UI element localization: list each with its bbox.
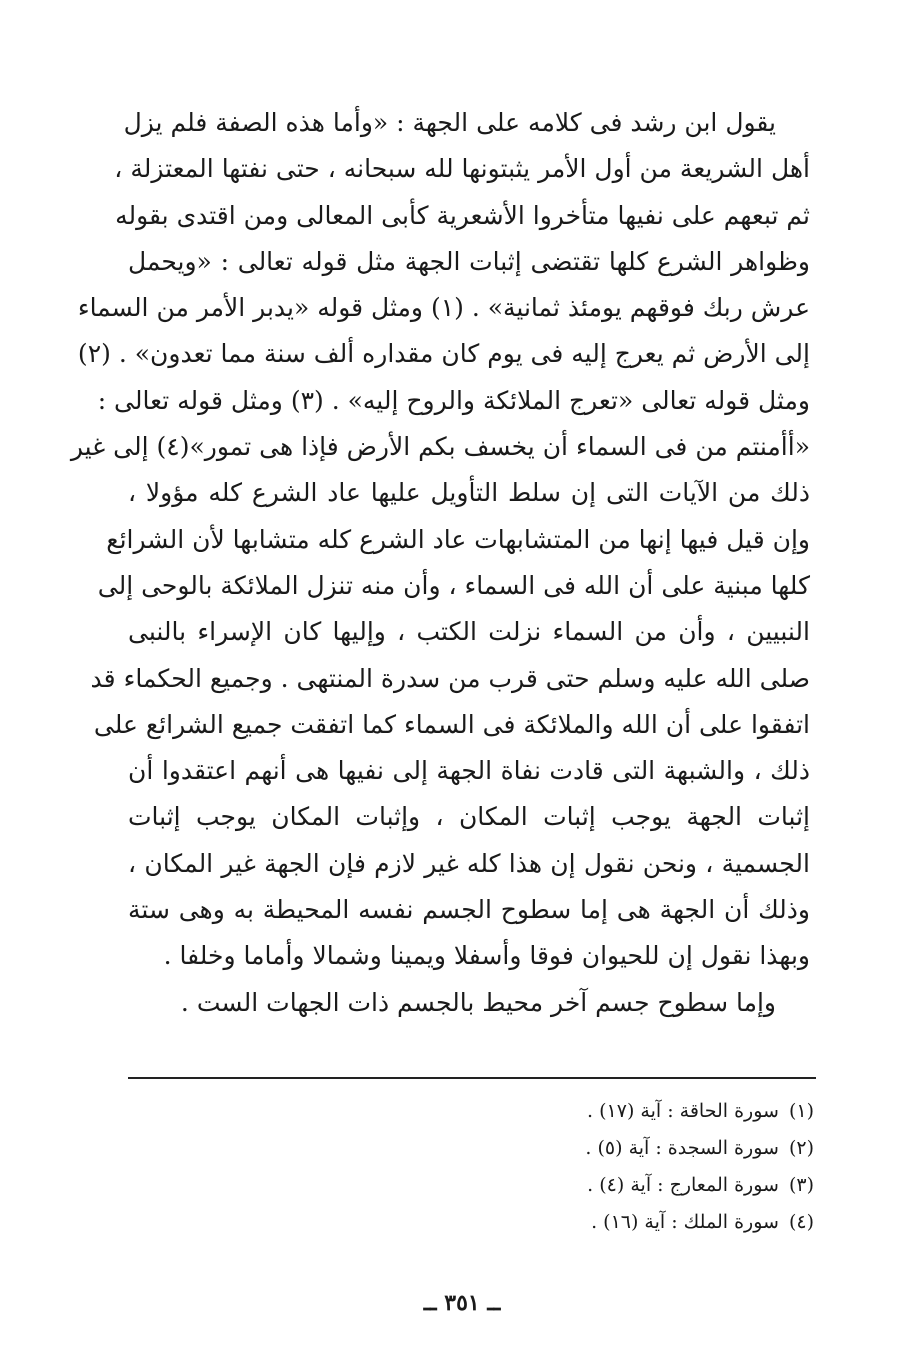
footnote-number: (٤) [788,1211,814,1233]
footnote-divider [128,1077,816,1079]
text-line: صلى الله عليه وسلم حتى قرب من سدرة المنتهى . وجميع الحكماء قد [90,663,810,693]
text-line: ذلك ، والشبهة التى قادت نفاة الجهة إلى نفيها هى أنهم اعتقدوا أن [128,756,810,786]
text-line: وذلك أن الجهة هى إما سطوح الجسم نفسه المحيطة به وهى ستة [128,895,810,925]
text-line: «أأمنتم من فى السماء أن يخسف بكم الأرض فإذا هى تمور»(٤) إلى غير [70,432,810,462]
text-line: كلها مبنية على أن الله فى السماء ، وأن منه تنزل الملائكة بالوحى إلى [97,570,810,600]
footnote-item [314,1093,814,1130]
text-line: ذلك من الآيات التى إن سلط التأويل عليها عاد الشرع كله مؤولا ، [128,478,810,508]
text-line: النبيين ، وأن من السماء نزلت الكتب ، وإليها كان الإسراء بالنبى [128,617,810,647]
text-line: ومثل قوله تعالى «تعرج الملائكة والروح إليه» . (٣) ومثل قوله تعالى : [97,385,810,415]
text-line: وظواهر الشرع كلها تقتضى إثبات الجهة مثل قوله تعالى : «ويحمل [128,246,810,276]
footnote-number: (٢) [788,1137,814,1159]
footnote-text: سورة الملك : آية (١٦) . [591,1211,779,1233]
text-line: إثبات الجهة يوجب إثبات المكان ، وإثبات المكان يوجب إثبات [128,802,810,832]
text-line: أهل الشريعة من أول الأمر يثبتونها لله سبحانه ، حتى نفتها المعتزلة ، [114,154,810,184]
footnote-item [314,1167,814,1204]
footnote-number: (٣) [788,1174,814,1196]
footnote-text: سورة الحاقة : آية (١٧) . [587,1100,779,1122]
footnote-item [314,1130,814,1167]
text-line: اتفقوا على أن الله والملائكة فى السماء كما اتفقت جميع الشرائع على [93,709,810,739]
text-line: يقول ابن رشد فى كلامه على الجهة : «وأما هذه الصفة فلم يزل [123,108,776,137]
footnote-text: سورة المعارج : آية (٤) . [587,1174,779,1196]
page-number: ــ ٣٥١ ــ [423,1290,501,1316]
main-text-block [70,100,810,1026]
text-line: الجسمية ، ونحن نقول إن هذا كله غير لازم فإن الجهة غير المكان ، [128,848,810,878]
text-line: وإن قيل فيها إنها من المتشابهات عاد الشرع كله متشابها لأن الشرائع [106,524,810,554]
text-line: ثم تبعهم على نفيها متأخروا الأشعرية كأبى المعالى ومن اقتدى بقوله [115,200,810,230]
footnote-item [314,1204,814,1241]
footnote-text: سورة السجدة : آية (٥) . [585,1137,779,1159]
text-line: عرش ربك فوقهم يومئذ ثمانية» . (١) ومثل قوله «يدبر الأمر من السماء [77,293,810,323]
text-line: إلى الأرض ثم يعرج إليه فى يوم كان مقداره ألف سنة مما تعدون» . (٢) [77,339,810,369]
text-line: وبهذا نقول إن للحيوان فوقا وأسفلا ويمينا وشمالا وأماما وخلفا . [163,941,810,971]
text-line: وإما سطوح جسم آخر محيط بالجسم ذات الجهات الست . [180,987,776,1017]
footnotes-block [314,1093,814,1241]
footnote-number: (١) [788,1100,814,1122]
